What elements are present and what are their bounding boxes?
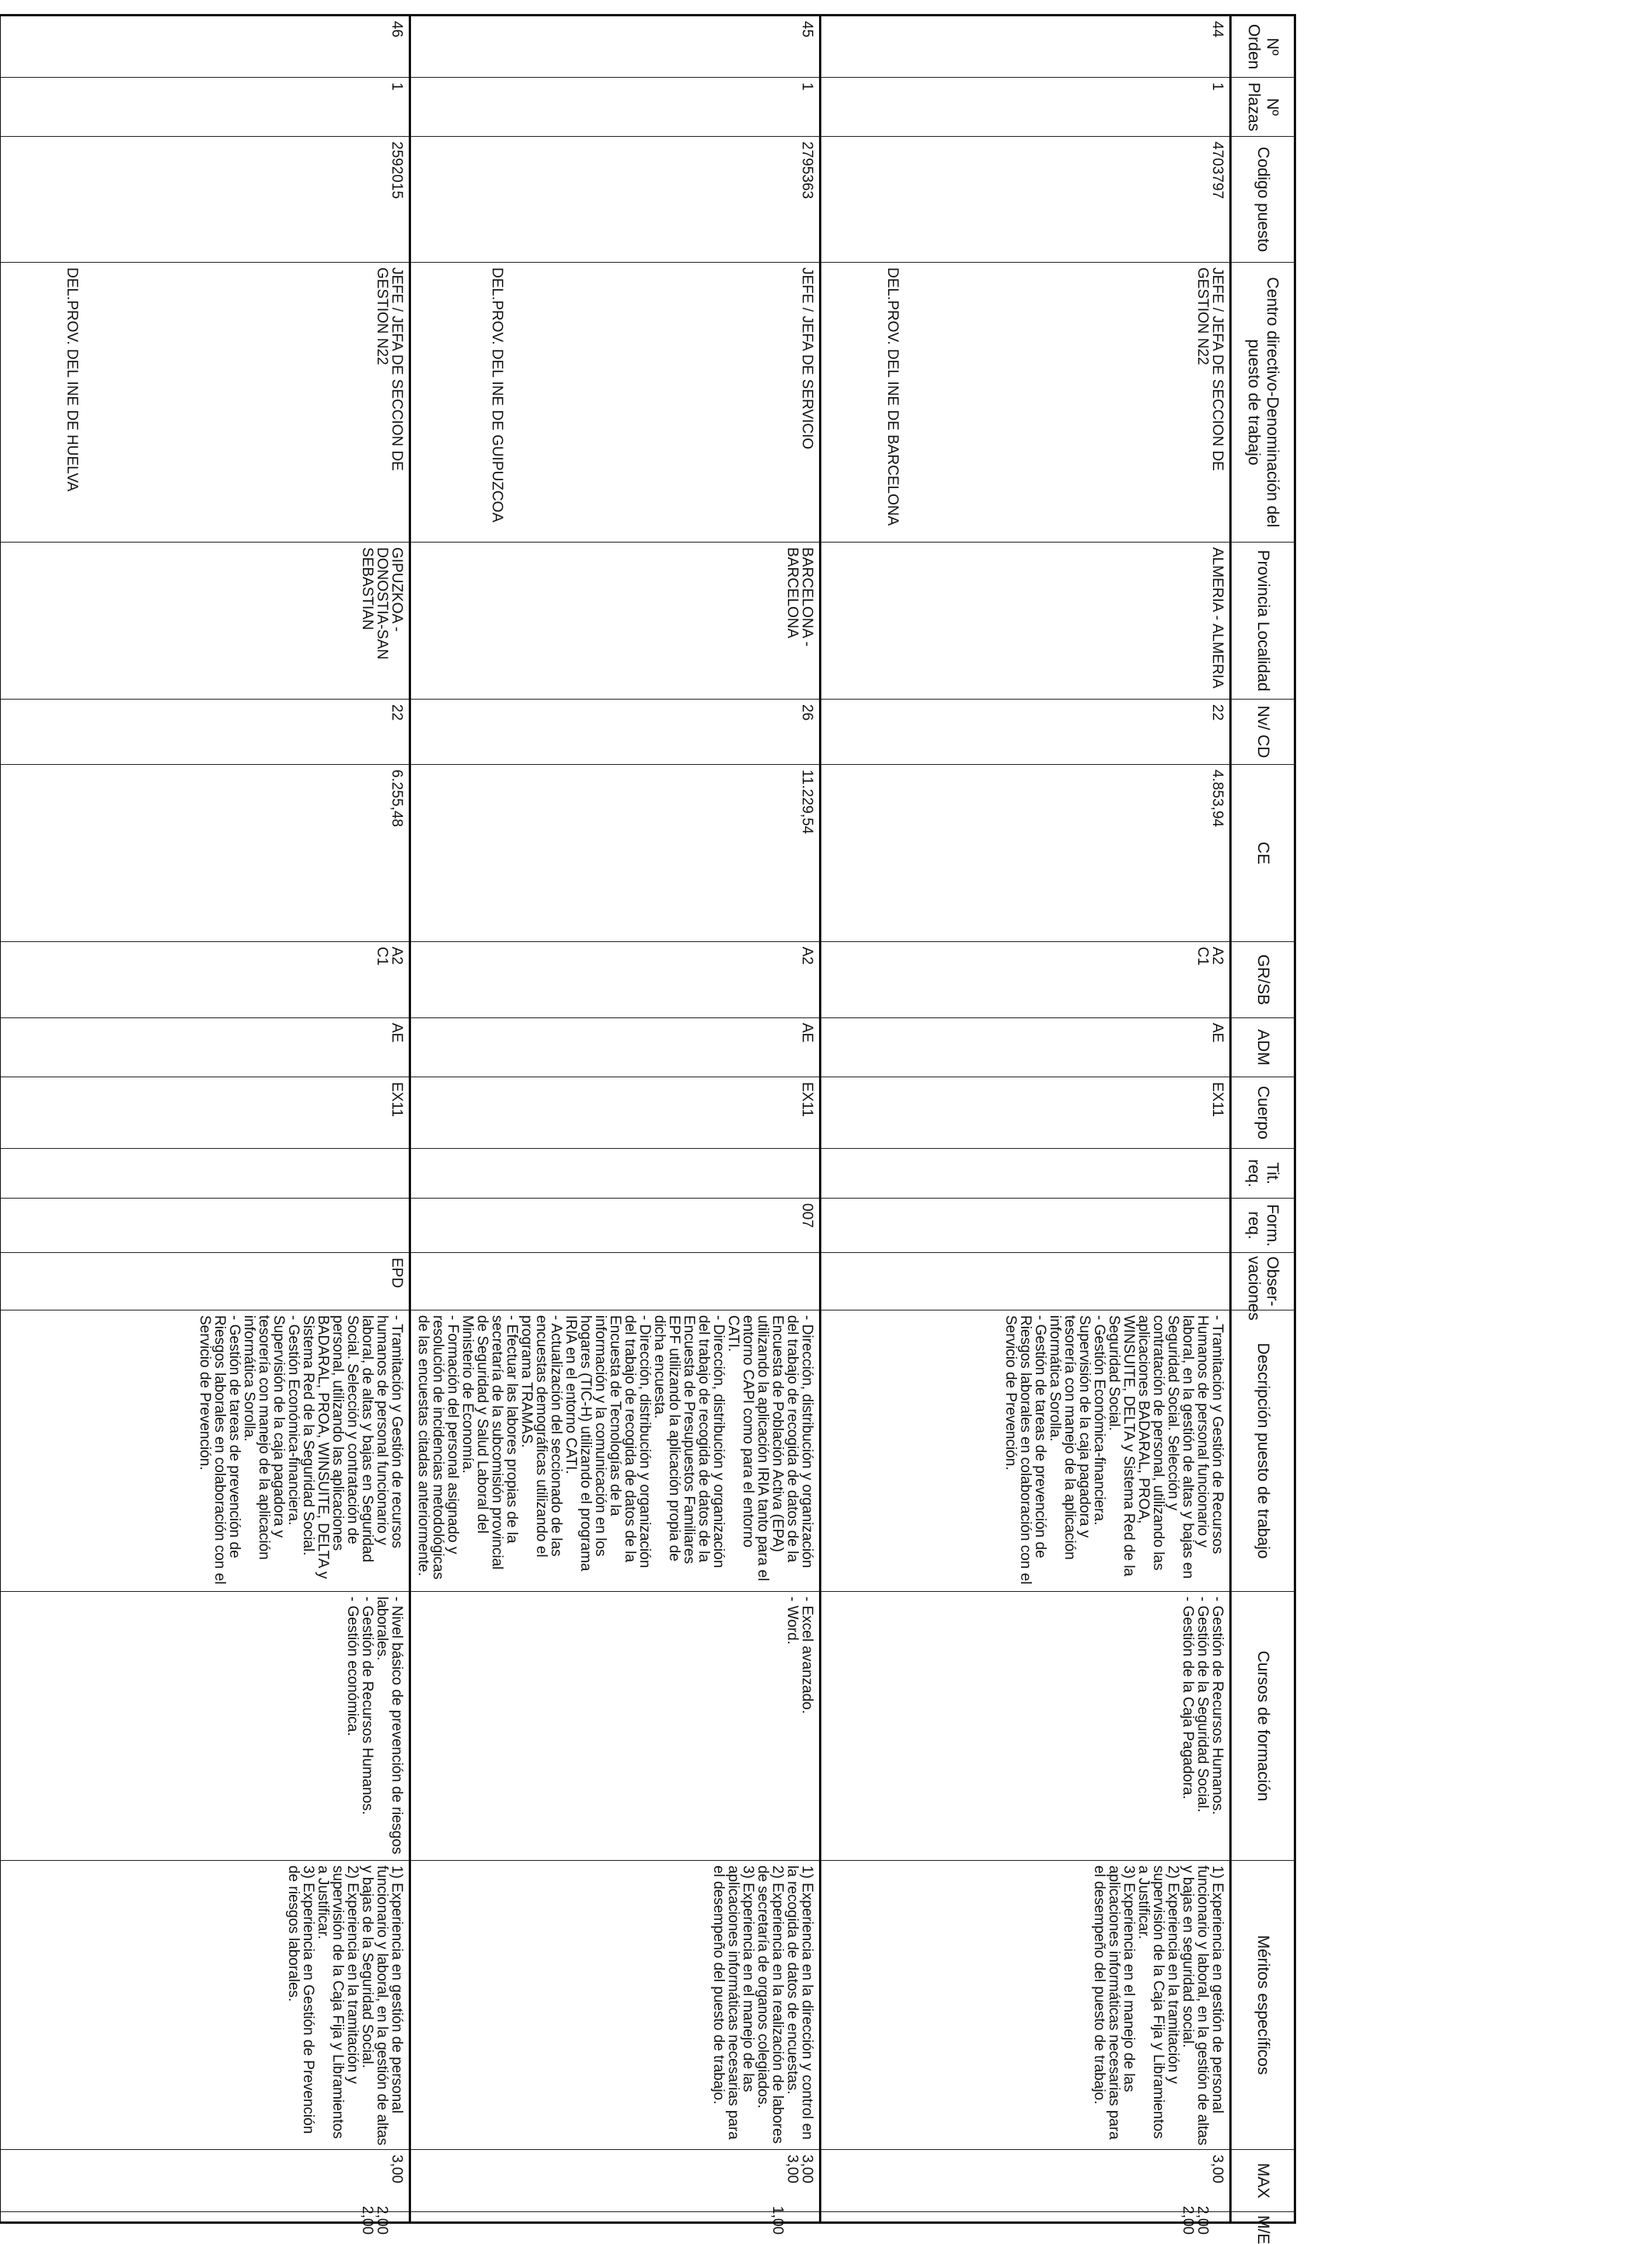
max-value: 3,00 <box>799 2155 815 2183</box>
cell-plazas: 1 <box>410 78 821 137</box>
cell-centro <box>821 263 1231 543</box>
header-codigo: Codigo puesto <box>1231 137 1295 263</box>
centro-directivo-next: DEL.PROV. DEL INE DE BARCELONA <box>884 267 901 526</box>
cell-orden: 44 <box>821 16 1231 78</box>
cell-provincia: GIPUZKOA - DONOSTIA-SAN SEBASTIAN <box>0 543 410 700</box>
cell-me <box>410 2212 821 2223</box>
table-row <box>0 16 410 2223</box>
max-value: 2,00 <box>374 2206 390 2235</box>
header-descripcion: Descripción puesto de trabajo <box>1231 1310 1295 1592</box>
cell-meritos: 1) Experiencia en gestión de personal funcionario y laboral, en la gestión de altas y bajas en seguridad social. 2) Experiencia en la tramitación y supervisión de la Caja Fija y Libramientos a Justificar. 3) Experiencia en el manejo de las aplicaciones informáticas necesarias para el desempeño del puesto de trabajo. <box>821 1861 1231 2150</box>
max-value: 2,00 <box>1180 2206 1196 2235</box>
cell-plazas: 1 <box>0 78 410 137</box>
cell-tit <box>410 1149 821 1199</box>
cell-form: 007 <box>410 1199 821 1253</box>
cell-cuerpo: EX11 <box>821 1077 1231 1149</box>
header-provincia: Provincia Localidad <box>1231 543 1295 700</box>
job-positions-table <box>0 14 1296 2244</box>
puesto-denominacion: JEFE / JEFA DE SECCION DE GESTION N22 <box>374 267 405 471</box>
cell-max <box>410 2150 821 2235</box>
cell-form <box>0 1199 410 1253</box>
cell-codigo: 2795363 <box>410 137 821 263</box>
header-row <box>1231 16 1295 2223</box>
header-plazas: Nº Plazas <box>1231 78 1295 137</box>
puesto-denominacion: JEFE / JEFA DE SECCION DE GESTION N22 <box>1194 267 1225 471</box>
header-cursos: Cursos de formación <box>1231 1592 1295 1861</box>
cell-cursos: - Nivel básico de prevención de riesgos laborales. - Gestión de Recursos Humanos. - Gestión económica. <box>0 1592 410 1861</box>
cell-me <box>821 2212 1231 2223</box>
cell-adm: AE <box>821 1018 1231 1077</box>
cell-meritos: 1) Experiencia en gestión de personal funcionario y laboral, en la gestión de altas y bajas de la Seguridad Social. 2) Experiencia en la tramitación y supervisión de la Caja Fija y Libramientos a Justificar. 3) Experiencia en Gestión de Prevención de riesgos laborales. <box>0 1861 410 2150</box>
cell-me <box>0 2212 410 2223</box>
cell-centro <box>410 263 821 543</box>
centro-directivo-next: DEL.PROV. DEL INE DE HUELVA <box>64 267 80 492</box>
rotated-page <box>0 14 1296 2244</box>
header-form: Form. req. <box>1231 1199 1295 1253</box>
cell-meritos: 1) Experiencia en la dirección y control en la recogida de datos de encuestas. 2) Experiencia en la realización de labores de secretaría de organos colegiados. 3) Experiencia en el manejo de las aplicaciones informáticas necesarias para el desempeño del puesto de trabajo. <box>410 1861 821 2150</box>
header-cuerpo: Cuerpo <box>1231 1077 1295 1149</box>
cell-max <box>0 2150 410 2235</box>
cell-plazas: 1 <box>821 78 1231 137</box>
cell-provincia: BARCELONA - BARCELONA <box>410 543 821 700</box>
cell-descripcion: - Tramitación y Gestión de recursos humanos de personal funcionario y laboral, de altas y bajas en Seguridad Social. Selección y contratación de personal, utilizando las aplicaciones BADARAL, PROA, WINSUITE, DELTA y Sistema Red de la Seguridad Social. - Gestión Económica-financiera. Supervisión de la caja pagadora y tesorería con manejo de la aplicación informática Sorolla. - Gestión de tareas de prevención de Riesgos laborales en colaboración con el Servicio de Prevención. <box>0 1310 410 1592</box>
cell-centro <box>0 263 410 543</box>
cell-obs <box>821 1253 1231 1310</box>
header-me: M/E <box>1231 2212 1295 2223</box>
header-ce: CE <box>1231 765 1295 942</box>
cell-cursos: - Excel avanzado. - Word. <box>410 1592 821 1861</box>
cell-obs <box>410 1253 821 1310</box>
max-value: 3,00 <box>784 2155 800 2183</box>
cell-nivel: 22 <box>0 700 410 765</box>
cell-form <box>821 1199 1231 1253</box>
cell-descripcion: - Dirección, distribución y organización del trabajo de recogida de datos de la Encuesta de Población Activa (EPA) utilizando la aplicación IRIA tanto para el entorno CAPI como para el entorno CATI. - Dirección, distribución y organización del trabajo de recogida de datos de la Encuesta de Presupuestos Familiares EPF utilizando la aplicación propia de dicha encuesta. - Dirección, distribución y organización del trabajo de recogida de datos de la Encuesta de Tecnologías de la información y la comunicación en los hogares (TIC-H) utilizando el programa IRIA en el entorno CATI. - Actualización del seccionado de las encuestas demográficas utilizando el programa TRAMAS. - Efectuar las labores propias de la secretaría de la subcomisión provincial de Seguridad y Salud Laboral del Ministerio de Economía. - Formación del personal asignado y resolución de incidencias metodológicas de las encuestas citadas anteriormente. <box>410 1310 821 1592</box>
cell-nivel: 26 <box>410 700 821 765</box>
cell-adm: AE <box>410 1018 821 1077</box>
header-nivel: Nv/ CD <box>1231 700 1295 765</box>
header-orden: Nº Orden <box>1231 16 1295 78</box>
max-value: 1,00 <box>769 2206 786 2235</box>
centro-directivo-next: DEL.PROV. DEL INE DE GUIPUZCOA <box>489 267 505 523</box>
header-obs: Obser-vaciones <box>1231 1253 1295 1310</box>
cell-ce: 11.229,54 <box>410 765 821 942</box>
cell-ce: 4.853,94 <box>821 765 1231 942</box>
max-value: 3,00 <box>1209 2155 1225 2183</box>
max-value: 2,00 <box>359 2206 375 2235</box>
cell-grsb: A2 C1 <box>821 942 1231 1018</box>
header-tit: Tit. req. <box>1231 1149 1295 1199</box>
cell-codigo: 4703797 <box>821 137 1231 263</box>
cell-adm: AE <box>0 1018 410 1077</box>
cell-orden: 45 <box>410 16 821 78</box>
cell-nivel: 22 <box>821 700 1231 765</box>
max-value: 3,00 <box>389 2155 405 2183</box>
puesto-denominacion: JEFE / JEFA DE SERVICIO <box>799 267 815 450</box>
cell-grsb: A2 <box>410 942 821 1018</box>
cell-cuerpo: EX11 <box>0 1077 410 1149</box>
cell-orden: 46 <box>0 16 410 78</box>
cell-tit <box>821 1149 1231 1199</box>
cell-ce: 6.255,48 <box>0 765 410 942</box>
header-centro: Centro directivo-Denominación del puesto de trabajo <box>1231 263 1295 543</box>
cell-provincia: ALMERIA - ALMERIA <box>821 543 1231 700</box>
max-value: 2,00 <box>1194 2206 1211 2235</box>
cell-cuerpo: EX11 <box>410 1077 821 1149</box>
cell-codigo: 2592015 <box>0 137 410 263</box>
cell-obs: EPD <box>0 1253 410 1310</box>
header-meritos: Méritos específicos <box>1231 1861 1295 2150</box>
cell-tit <box>0 1149 410 1199</box>
header-max: MAX <box>1231 2150 1295 2212</box>
table-row <box>821 16 1231 2223</box>
header-adm: ADM <box>1231 1018 1295 1077</box>
cell-grsb: A2 C1 <box>0 942 410 1018</box>
cell-max <box>821 2150 1231 2235</box>
table-row <box>410 16 821 2223</box>
cell-cursos: - Gestión de Recursos Humanos. - Gestión de la Seguridad Social. - Gestión de la Caja Pagadora. <box>821 1592 1231 1861</box>
header-grsb: GR/SB <box>1231 942 1295 1018</box>
cell-descripcion: - Tramitación y Gestión de Recursos Humanos de personal funcionario y laboral, en la gestión de altas y bajas en Seguridad Social. Selección y contratación de personal, utilizando las aplicaciones BADARAL, PROA, WINSUITE, DELTA y Sistema Red de la Seguridad Social. - Gestión Económica-financiera. Supervisión de la caja pagadora y tesorería con manejo de la aplicación informática Sorolla. - Gestión de tareas de prevención de Riesgos laborales en colaboración con el Servicio de Prevención. <box>821 1310 1231 1592</box>
